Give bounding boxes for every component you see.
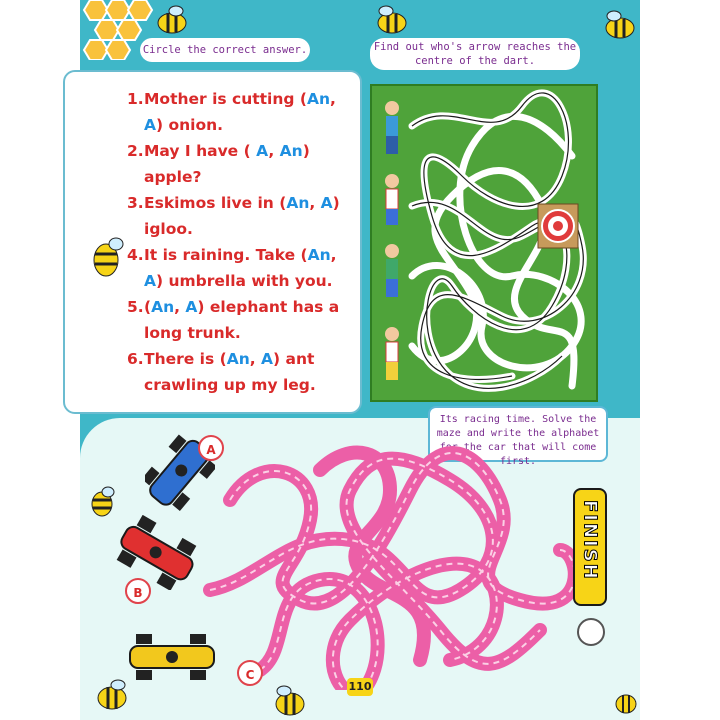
finish-label: FINISH [579, 500, 601, 581]
question-number: 2. [127, 142, 144, 160]
option-separator: , [174, 298, 186, 316]
answer-option[interactable]: A [261, 350, 274, 368]
question-text: ( [144, 298, 152, 316]
instruction-dart-maze: Find out who's arrow reaches the centre of the dart. [370, 38, 580, 70]
archer-icon [385, 244, 399, 297]
question-item [127, 294, 352, 346]
option-separator: , [249, 350, 262, 368]
answer-option[interactable]: An [286, 194, 310, 212]
question-number: 6. [127, 350, 144, 368]
question-item [127, 138, 352, 190]
question-text: There is ( [144, 350, 227, 368]
answer-option[interactable]: A [320, 194, 333, 212]
question-item [127, 86, 352, 138]
question-text: ) elephant has a long trunk. [144, 298, 340, 342]
car-label-b: B [125, 578, 151, 604]
bee-icon [270, 684, 310, 718]
page-number: 110 [347, 678, 373, 696]
maze-paths [372, 86, 596, 400]
race-maze[interactable] [200, 430, 580, 690]
question-list [127, 86, 352, 398]
answer-option[interactable]: A [144, 116, 156, 134]
answer-option[interactable]: A [144, 272, 156, 290]
answer-option[interactable]: An [279, 142, 303, 160]
question-number: 5. [127, 298, 144, 316]
car-label-a: A [198, 435, 224, 461]
question-item [127, 242, 352, 294]
answer-option[interactable]: An [306, 90, 331, 108]
question-number: 1. [127, 90, 144, 108]
question-text: ) onion. [156, 116, 224, 134]
question-text: ) igloo. [144, 194, 340, 238]
option-separator: , [330, 90, 336, 108]
archer-icon [385, 101, 399, 154]
question-text: May I have ( [144, 142, 257, 160]
bee-icon [612, 686, 640, 716]
answer-option[interactable]: A [256, 142, 269, 160]
question-number: 4. [127, 246, 144, 264]
archer-icon [385, 327, 399, 380]
target-icon [538, 204, 578, 248]
bee-icon [86, 232, 128, 280]
archery-maze[interactable] [370, 84, 598, 402]
question-text: ) ant crawling up my leg. [144, 350, 316, 394]
question-text: Eskimos live in ( [144, 194, 287, 212]
bee-icon [92, 678, 132, 714]
question-item [127, 346, 352, 398]
car-label-c: C [237, 660, 263, 686]
bee-icon [86, 484, 118, 518]
bee-icon [370, 5, 412, 37]
answer-option[interactable]: A [185, 298, 198, 316]
bee-icon [598, 10, 640, 42]
question-text: Mother is cutting ( [144, 90, 307, 108]
question-text: ) apple? [144, 142, 310, 186]
instruction-circle-answer: Circle the correct answer. [140, 38, 310, 62]
option-separator: , [309, 194, 321, 212]
race-car-icon [122, 632, 222, 682]
bee-icon [150, 5, 192, 37]
option-separator: , [330, 246, 337, 264]
question-number: 3. [127, 194, 144, 212]
instruction-race-maze: Its racing time. Solve the maze and write the alphabet for the car that will come first. [428, 406, 608, 462]
answer-option[interactable]: An [307, 246, 331, 264]
answer-option[interactable]: An [226, 350, 250, 368]
race-car-icon [110, 515, 205, 590]
finish-banner [573, 488, 607, 606]
option-separator: , [268, 142, 280, 160]
archer-icon [385, 174, 399, 225]
answer-option[interactable]: An [151, 298, 175, 316]
question-item [127, 190, 352, 242]
answer-circle-input[interactable] [577, 618, 605, 646]
question-text: It is raining. Take ( [144, 246, 308, 264]
question-text: ) umbrella with you. [156, 272, 333, 290]
